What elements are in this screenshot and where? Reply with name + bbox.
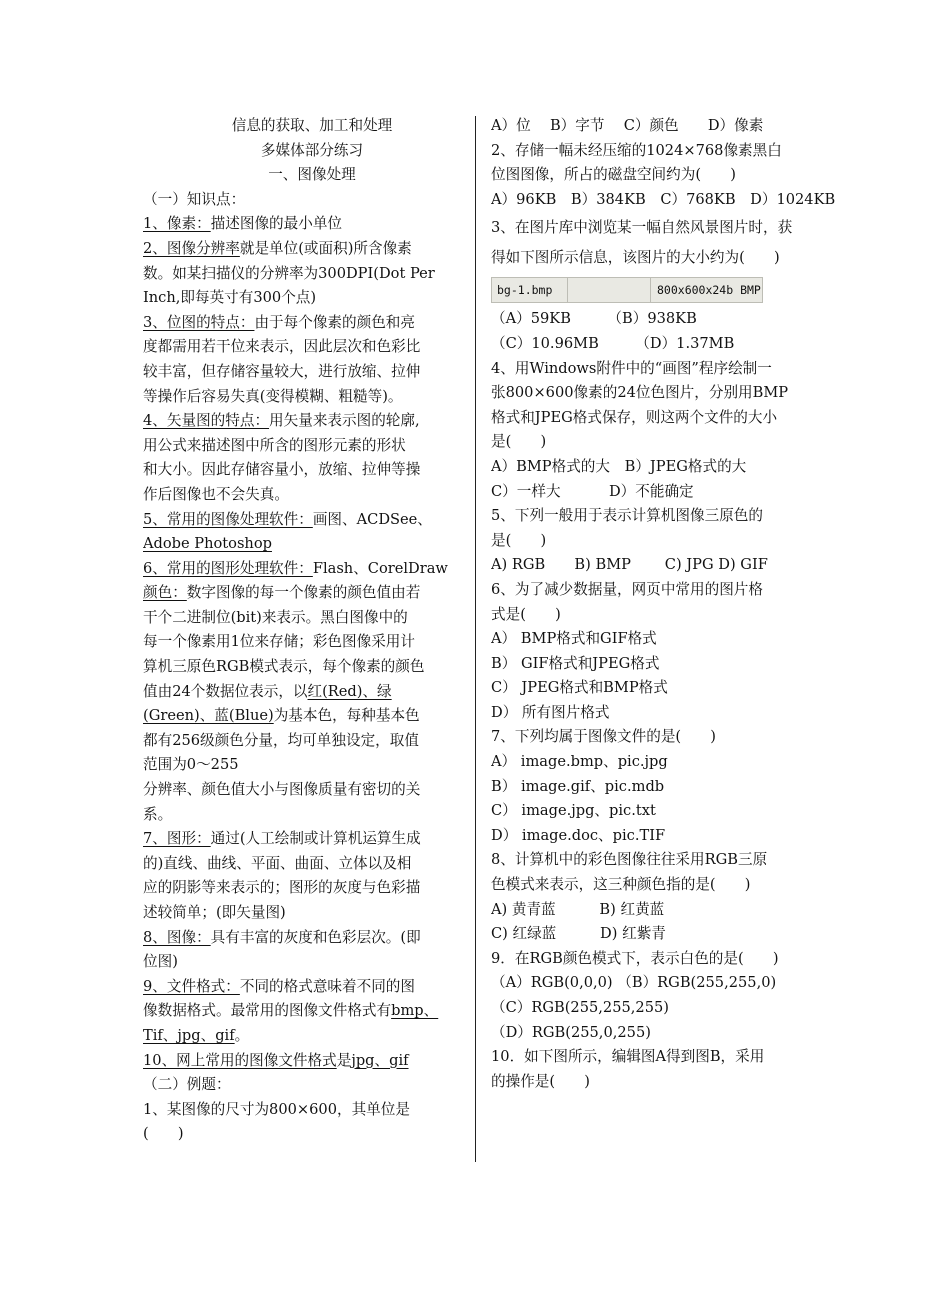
text-line: 述较简单；(即矢量图) bbox=[143, 904, 286, 921]
knowledge-item-7: 7、图形：通过(人工绘制或计算机运算生成 bbox=[143, 830, 421, 848]
image-dimensions: 800x600x24b BMP bbox=[657, 283, 761, 298]
question-4-options-cd: C）一样大 D）不能确定 bbox=[491, 482, 694, 500]
option-d: （D）RGB(255,0,255) bbox=[491, 1023, 651, 1041]
text-line: 范围为0～255 bbox=[143, 756, 239, 774]
text-line: 值由24个数据位表示，以红(Red)、绿 bbox=[143, 682, 392, 700]
doc-title: 信息的获取、加工和处理 bbox=[231, 117, 393, 134]
text-line: 算机三原色RGB模式表示，每个像素的颜色 bbox=[143, 658, 425, 676]
option-d: D） image.doc、pic.TIF bbox=[491, 826, 666, 844]
question-1: 1、某图像的尺寸为800×600，其单位是 bbox=[143, 1100, 410, 1118]
text-line: 的)直线、曲线、平面、曲面、立体以及相 bbox=[143, 854, 412, 872]
text-line: 色模式来表示，这三种颜色指的是( ) bbox=[491, 876, 751, 894]
question-3-options-cd: （C）10.96MB （D）1.37MB bbox=[491, 334, 735, 352]
question-2-options: A）96KB B）384KB C）768KB D）1024KB bbox=[491, 190, 836, 208]
option-b: B） GIF格式和JPEG格式 bbox=[491, 654, 660, 672]
question-8-options-cd: C) 红绿蓝 D) 红紫青 bbox=[491, 925, 666, 943]
option-b: B） image.gif、pic.mdb bbox=[491, 777, 665, 795]
question-3-options-ab: （A）59KB （B）938KB bbox=[491, 310, 697, 328]
question-6: 6、为了减少数据量，网页中常用的图片格 bbox=[491, 580, 763, 598]
knowledge-item-5: 5、常用的图像处理软件：画图、ACDSee、 bbox=[143, 510, 432, 528]
text-line: 数。如某扫描仪的分辨率为300DPI(Dot Per bbox=[143, 264, 435, 282]
term-label: 5、常用的图像处理软件： bbox=[143, 510, 313, 528]
term-label: 3、位图的特点： bbox=[143, 313, 255, 331]
term-label: 10、网上常用的图像文件格式 bbox=[143, 1051, 337, 1069]
term-label: 2、图像分辨率 bbox=[143, 239, 240, 257]
subsection-knowledge: （一）知识点： bbox=[143, 190, 246, 208]
file-info-statusbar bbox=[491, 277, 763, 303]
question-7: 7、下列均属于图像文件的是( ) bbox=[491, 728, 716, 746]
text-line: Adobe Photoshop bbox=[143, 535, 272, 553]
text-line: 度都需用若干位来表示，因此层次和色彩比 bbox=[143, 338, 421, 356]
right-column bbox=[491, 114, 841, 1094]
option-c: （C）RGB(255,255,255) bbox=[491, 999, 669, 1016]
text-line: Inch,即每英寸有300个点) bbox=[143, 289, 317, 307]
text-line: 位图) bbox=[143, 953, 178, 971]
text-line: 都有256级颜色分量，均可单独设定，取值 bbox=[143, 731, 419, 749]
text-line: Tif、jpg、gif。 bbox=[143, 1026, 250, 1044]
text-line: 作后图像也不会失真。 bbox=[143, 485, 289, 503]
knowledge-item-3: 3、位图的特点：由于每个像素的颜色和亮 bbox=[143, 313, 415, 331]
knowledge-item-8: 8、图像：具有丰富的灰度和色彩层次。(即 bbox=[143, 928, 421, 946]
text-line: 每一个像素用1位来存储；彩色图像采用计 bbox=[143, 633, 415, 651]
doc-subtitle: 多媒体部分练习 bbox=[260, 141, 364, 159]
option-c: C） image.jpg、pic.txt bbox=[491, 802, 656, 820]
question-9-options-ab: （A）RGB(0,0,0) （B）RGB(255,255,0) bbox=[491, 974, 777, 992]
question-2: 2、存储一幅未经压缩的1024×768像素黑白 bbox=[491, 141, 782, 159]
text-line: 较丰富，但存储容量较大，进行放缩、拉伸 bbox=[143, 362, 421, 380]
knowledge-item-1: 1、像素：描述图像的最小单位 bbox=[143, 215, 343, 233]
term-label: 4、矢量图的特点： bbox=[143, 412, 270, 430]
option-d: D） 所有图片格式 bbox=[491, 703, 610, 721]
text-line: (Green)、蓝(Blue)为基本色，每种基本色 bbox=[143, 707, 420, 725]
section-title: 一、图像处理 bbox=[268, 166, 356, 184]
status-empty-cell bbox=[568, 278, 651, 302]
text-line: 系。 bbox=[143, 805, 173, 823]
question-9: 9．在RGB颜色模式下，表示白色的是( ) bbox=[491, 949, 779, 967]
text-line: 用公式来描述图中所含的图形元素的形状 bbox=[143, 436, 406, 454]
text-line: 像数据格式。最常用的图像文件格式有bmp、 bbox=[143, 1002, 439, 1020]
knowledge-item-4: 4、矢量图的特点：用矢量来表示图的轮廓, bbox=[143, 412, 420, 430]
text-line: 是( ) bbox=[491, 531, 547, 549]
text-line: 是( ) bbox=[491, 433, 547, 451]
question-4: 4、用Windows附件中的“画图”程序绘制一 bbox=[491, 359, 772, 377]
text-line: 干个二进制位(bit)来表示。黑白图像中的 bbox=[143, 608, 408, 626]
term-label: 1、像素： bbox=[143, 215, 211, 233]
text-line: ( ) bbox=[143, 1125, 184, 1143]
term-label: 9、文件格式： bbox=[143, 977, 240, 995]
text-line: 得如下图所示信息，该图片的大小约为( ) bbox=[491, 249, 780, 267]
subsection-examples: （二）例题： bbox=[143, 1076, 231, 1094]
question-3: 3、在图片库中浏览某一幅自然风景图片时，获 bbox=[491, 219, 793, 237]
file-name: bg-1.bmp bbox=[492, 278, 568, 302]
text-line: 的操作是( ) bbox=[491, 1072, 590, 1090]
term-label: 7、图形： bbox=[143, 830, 211, 848]
term-label: 颜色： bbox=[143, 584, 187, 602]
knowledge-item-6: 6、常用的图形处理软件：Flash、CorelDraw bbox=[143, 559, 448, 577]
option-a: A） image.bmp、pic.jpg bbox=[491, 753, 668, 771]
term-label: 8、图像： bbox=[143, 928, 211, 946]
text-line: 应的阴影等来表示的；图形的灰度与色彩描 bbox=[143, 879, 421, 897]
question-5-options: A) RGB B) BMP C) JPG D) GIF bbox=[491, 556, 768, 574]
text-line: 位图图像，所占的磁盘空间约为( ) bbox=[491, 166, 736, 184]
knowledge-item-2: 2、图像分辨率就是单位(或面积)所含像素 bbox=[143, 239, 412, 257]
knowledge-item-9: 9、文件格式：不同的格式意味着不同的图 bbox=[143, 977, 415, 995]
option-a: A） BMP格式和GIF格式 bbox=[491, 630, 657, 648]
knowledge-item-10: 10、网上常用的图像文件格式是jpg、gif bbox=[143, 1051, 409, 1069]
text-line: 格式和JPEG格式保存，则这两个文件的大小 bbox=[491, 408, 778, 426]
text-line: 分辨率、颜色值大小与图像质量有密切的关 bbox=[143, 781, 421, 799]
option-c: C） JPEG格式和BMP格式 bbox=[491, 679, 668, 697]
knowledge-item-color: 颜色：数字图像的每一个像素的颜色值由若 bbox=[143, 584, 421, 602]
question-1-options: A）位 B）字节 C）颜色 D）像素 bbox=[491, 117, 764, 134]
column-divider bbox=[475, 116, 476, 1162]
term-label: 6、常用的图形处理软件： bbox=[143, 559, 313, 577]
question-8: 8、计算机中的彩色图像往往采用RGB三原 bbox=[491, 851, 768, 869]
text-line: 式是( ) bbox=[491, 605, 561, 623]
text-line: 等操作后容易失真(变得模糊、粗糙等)。 bbox=[143, 387, 403, 405]
left-column bbox=[143, 114, 461, 1147]
question-8-options-ab: A) 黄青蓝 B) 红黄蓝 bbox=[491, 900, 665, 918]
question-4-options-ab: A）BMP格式的大 B）JPEG格式的大 bbox=[491, 457, 747, 475]
question-5: 5、下列一般用于表示计算机图像三原色的 bbox=[491, 507, 763, 525]
text-line: 张800×600像素的24位色图片，分别用BMP bbox=[491, 384, 789, 402]
question-10: 10．如下图所示，编辑图A得到图B，采用 bbox=[491, 1048, 765, 1066]
text-line: 和大小。因此存储容量小，放缩、拉伸等操 bbox=[143, 461, 421, 479]
